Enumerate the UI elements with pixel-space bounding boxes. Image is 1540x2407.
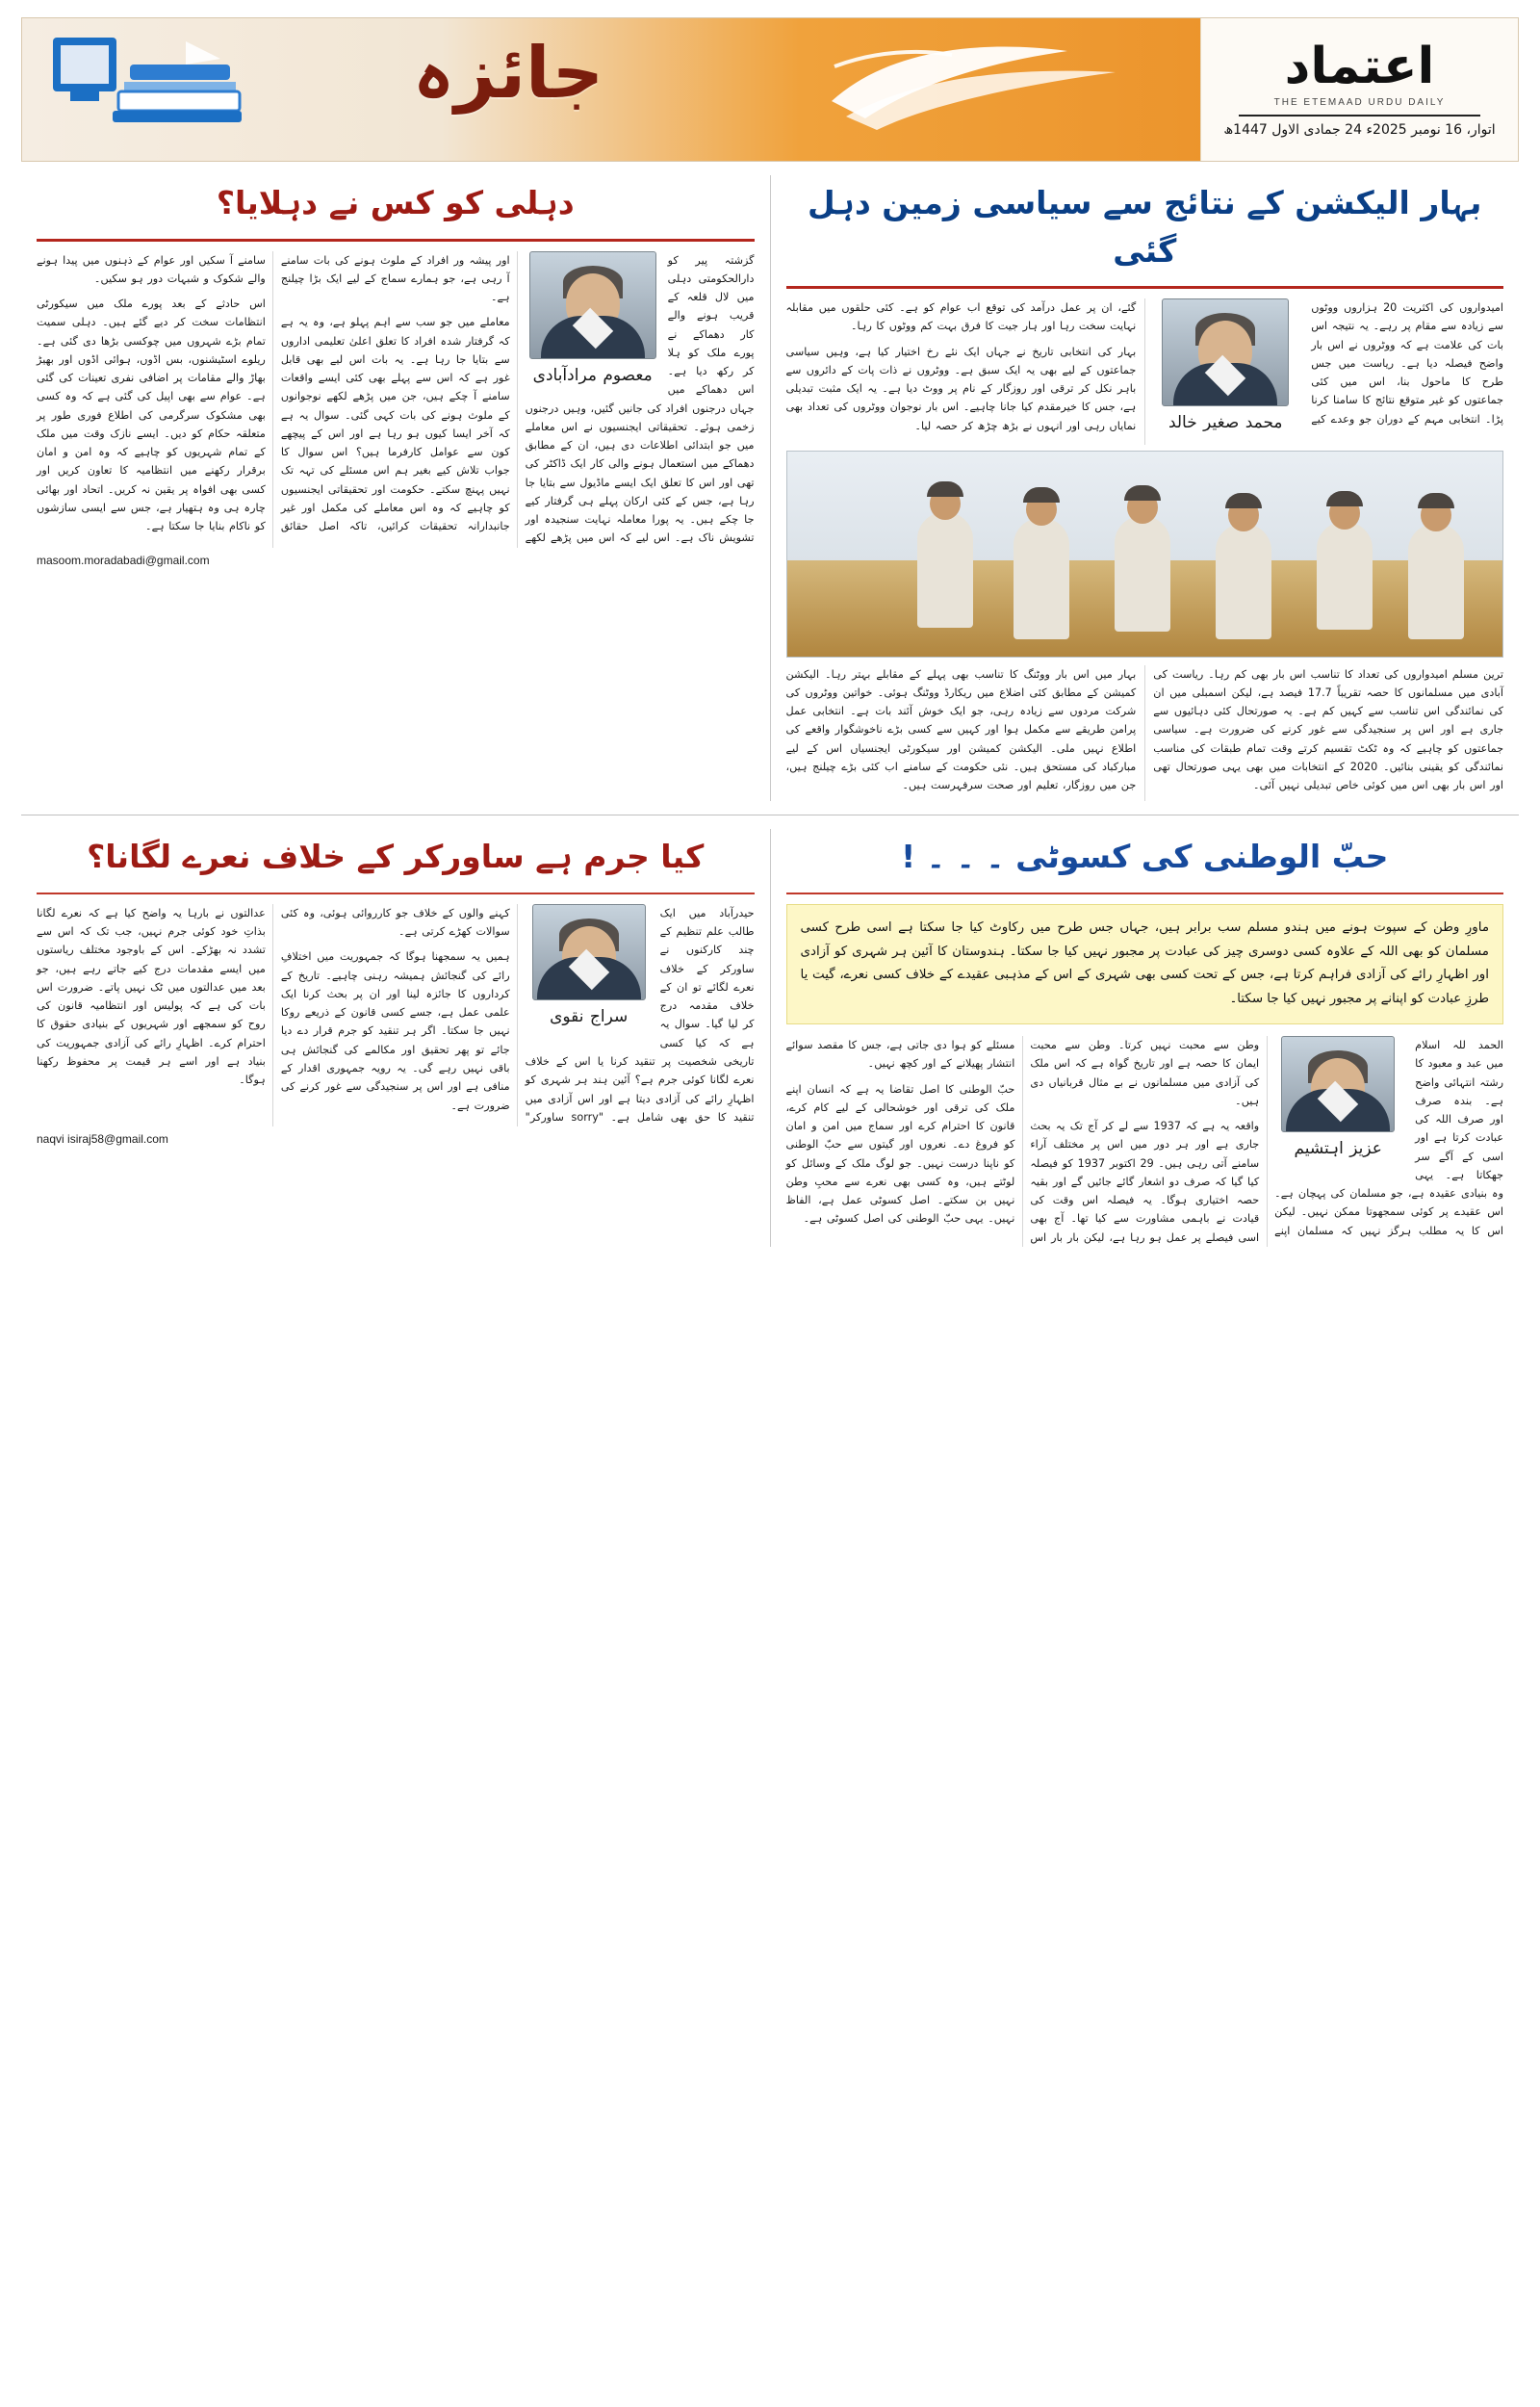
masthead-banner	[263, 18, 1200, 161]
divider	[37, 893, 755, 894]
divider	[37, 239, 755, 242]
author-name: محمد صغیر خالد	[1168, 413, 1283, 432]
author-photo	[532, 904, 646, 1000]
author-photo	[1281, 1036, 1395, 1132]
page-title: دہلی کو کس نے دہلایا؟	[216, 184, 575, 221]
page-title: کیا جرم ہے ساورکر کے خلاف نعرے لگانا؟	[87, 838, 705, 876]
article-bihar-body-top	[786, 298, 1504, 445]
masthead-brand	[1200, 18, 1518, 161]
article-savarkar	[21, 829, 770, 1247]
article-patriotism	[771, 829, 1520, 1247]
byline-delhi	[526, 251, 660, 388]
page-title: بہار الیکشن کے نتائج سے سیاسی زمین دہل گئی	[808, 184, 1482, 270]
swoosh-icon	[827, 34, 1144, 140]
divider	[786, 286, 1504, 289]
paragraph: بہار میں اس بار ووٹنگ کا تناسب بھی پہلے کے مقابلے بہتر رہا۔ الیکشن کمیشن کے مطابق کئی اضلاع میں ریکارڈ ووٹنگ ہوئی۔ خواتین ووٹروں کی شرکت مردوں سے زیادہ رہی، جو ایک خوش آئند بات ہے۔ انتخابی عمل پرامن طریقے سے مکمل ہوا اور کہیں سے کسی بڑے ناخوشگوار واقعے کی اطلاع نہیں ملی۔ الیکشن کمیشن اور سیکورٹی ایجنسیاں اس کے لیے مبارکباد کی مستحق ہیں۔ نئی حکومت کے سامنے اب کئی بڑے چیلنج ہیں، جن میں روزگار، تعلیم اور صحت سرفہرست ہیں۔	[785, 667, 1137, 792]
author-email[interactable]: masoom.moradabadi@gmail.com	[37, 553, 210, 567]
paragraph: ترین مسلم امیدواروں کی تعداد کا تناسب اس بار بھی کم رہا۔ ریاست کی آبادی میں مسلمانوں کا حصہ تقریباً 17.7 فیصد ہے، لیکن اسمبلی میں ان کی نمائندگی اس تناسب سے کہیں کم ہے۔ یہ صورتحال کئی دہائیوں سے جاری ہے اور اس پر سنجیدگی سے غور کرنے کی ضرورت ہے۔ سیاسی جماعتوں کو چاہیے کہ وہ ٹکٹ تقسیم کرتے وقت تمام طبقات کی مناسب نمائندگی کو یقینی بنائیں۔ 2020 کے انتخابات میں بھی یہی صورتحال تھی اور اس بار بھی اس میں کوئی خاص تبدیلی نہیں آئی۔	[1153, 667, 1503, 792]
paragraph: حبّ الوطنی کا اصل تقاضا یہ ہے کہ انسان اپنے ملک کی ترقی اور خوشحالی کے لیے کام کرے، قانون کا احترام کرے اور سماج میں امن و امان کو فروغ دے۔ نعروں اور گیتوں سے حبّ الوطنی کو ناپنا درست نہیں۔ جو لوگ ملک کے وسائل کو لوٹتے ہیں، وہ کسی بھی نعرے سے محبِ وطن نہیں بن سکتے۔ اصل کسوٹی عمل ہے، الفاظ نہیں۔ یہی حبّ الوطنی کی اصل کسوٹی ہے۔	[785, 1082, 1015, 1226]
paragraph: اس حادثے کے بعد پورے ملک میں سیکورٹی انتظامات سخت کر دیے گئے ہیں۔ دہلی سمیت تمام بڑے شہروں میں چوکسی بڑھا دی گئی ہے۔ ریلوے اسٹیشنوں، بس اڈوں، ہوائی اڈوں اور بھیڑ بھاڑ والے مقامات پر اضافی نفری تعینات کی گئی ہے۔ عوام سے بھی اپیل کی گئی ہے کہ وہ کسی بھی مشکوک سرگرمی کی اطلاع فوری طور پر متعلقہ حکام کو دیں۔ ایسے نازک وقت میں ملک کے تمام شہریوں کو چاہیے کہ وہ امن و امان برقرار رکھنے میں انتظامیہ کا تعاون کریں اور کسی بھی افواہ پر یقین نہ کریں۔ اتحاد اور بھائی چارہ ہی وہ ہتھیار ہے، جس سے ایسی سازشوں کو ناکام بنایا جا سکتا ہے۔	[37, 298, 266, 533]
publication-subtitle: THE ETEMAAD URDU DAILY	[1273, 97, 1446, 108]
divider	[786, 893, 1504, 894]
paragraph: بہار کی انتخابی تاریخ نے جہاں ایک نئے رخ اختیار کیا ہے، وہیں سیاسی جماعتوں کے لیے بھی یہ ایک سبق ہے۔ ووٹروں نے ذات پات کے دائروں سے باہر نکل کر ترقی اور روزگار کے نام پر ووٹ دیا ہے۔ یہ ایک مثبت تبدیلی ہے، جس کا خیرمقدم کیا جانا چاہیے۔ اس بار نوجوان ووٹروں کی تعداد بھی نمایاں رہی اور انہوں نے بڑھ چڑھ کر حصہ لیا۔	[785, 345, 1137, 432]
article-delhi	[21, 175, 770, 801]
paragraph: واقعہ یہ ہے کہ 1937 سے لے کر آج تک یہ بحث جاری ہے اور ہر دور میں اس پر مختلف آراء سامنے آتی رہی ہیں۔ 29 اکتوبر 1937 کو فیصلہ کیا گیا کہ صرف دو اشعار گائے جائیں گے اور بقیہ حصہ اختیاری ہوگا۔ یہ فیصلہ اس وقت کی قیادت نے باہمی مشاورت سے کیا تھا۔ آج بھی اسی فیصلے پر عمل ہو رہا ہے، لیکن بار بار اس مسئلے کو ہوا دی جاتی ہے، جس کا مقصد سوائے انتشار پھیلانے کے اور کچھ نہیں۔	[785, 1039, 1260, 1244]
masthead	[21, 17, 1519, 162]
issue-date: اتوار، 16 نومبر 2025ء 24 جمادی الاول 1447ھ	[1223, 122, 1496, 138]
author-name: معصوم مرادآبادی	[532, 365, 653, 385]
byline-savarkar	[526, 904, 653, 1029]
article-kicker: ماورِ وطن کے سپوت ہونے میں ہندو مسلم سب برابر ہیں، جہاں جس طرح میں رکاوٹ کیا جا سکتا ہے اسی طرح کسی مسلمان کو بھی اللہ کے علاوہ کسی دوسری چیز کی عبادت پر مجبور نہیں کیا جا سکتا۔ ہندوستان کا آئین ہر شہری کو آزادی اور اظہارِ رائے کی آزادی فراہم کرتا ہے، جس کے تحت کسی بھی شہری کے اس کے مذہبی عقیدے کے خلاف کسی نعرے، گیت یا طرزِ عبادت کو اپنانے پر مجبور نہیں کیا جا سکتا۔	[786, 904, 1504, 1024]
scanner-icon	[41, 32, 244, 147]
byline-patriotism	[1274, 1036, 1401, 1161]
masthead-scanner-art	[22, 18, 263, 161]
paragraph: حیدرآباد میں ایک طالب علم تنظیم کے چند کارکنوں نے ساورکر کے خلاف نعرے لگائے تو ان کے خلاف مقدمہ درج کر لیا گیا۔ سوال یہ ہے کہ کیا کسی تاریخی شخصیت پر تنقید کرنا یا اس کے خلاف نعرے لگانا کوئی جرم ہے؟ آئین ہند ہر شہری کو اظہارِ رائے کی آزادی دیتا ہے اور اس آزادی میں تنقید کا حق بھی شامل ہے۔ "sorry ساورکر" کہنے والوں کے خلاف جو کارروائی ہوئی، وہ کئی سوالات کھڑے کرتی ہے۔	[280, 906, 755, 1124]
top-section	[21, 175, 1519, 801]
paragraph: ہمیں یہ سمجھنا ہوگا کہ جمہوریت میں اختلافِ رائے کی گنجائش ہمیشہ رہنی چاہیے۔ تاریخ کے کرداروں کا جائزہ لینا اور ان پر بحث کرنا ایک علمی عمل ہے، جسے کسی قانون کے ذریعے روکا نہیں جا سکتا۔ اگر ہر تنقید کو جرم قرار دے دیا جائے تو پھر تحقیق اور مکالمے کی گنجائش ہی باقی نہیں رہے گی۔ یہ رویہ جمہوری اقدار کے منافی ہے اور اس پر سنجیدگی سے غور کرنے کی ضرورت ہے۔	[280, 950, 510, 1112]
divider	[1239, 115, 1479, 116]
article-bihar-body-bottom	[786, 665, 1504, 802]
article-photo	[786, 451, 1504, 658]
author-photo	[529, 251, 656, 359]
paragraph: امیدواروں کی اکثریت 20 ہزاروں ووٹوں سے زیادہ سے مقام پر رہے۔ یہ نتیجہ اس بات کی علامت ہے کہ ووٹروں نے اس بار واضح فیصلہ دیا ہے۔ ریاست میں جس طرح کا ماحول بنا، اس میں کئی جماعتوں کو غیر متوقع نتائج کا سامنا کرنا پڑا۔ انتخابی مہم کے دوران جو وعدے کیے گئے، ان پر عمل درآمد کی توقع اب عوام کو ہے۔ کئی حلقوں میں مقابلہ نہایت سخت رہا اور ہار جیت کا فرق بہت کم ووٹوں کا رہا۔	[785, 301, 1503, 426]
paragraph: گزشتہ پیر کو دارالحکومتی دہلی میں لال قلعہ کے قریب ہونے والے کار دھماکے نے پورے ملک کو ہلا کر رکھ دیا ہے۔ اس دھماکے میں جہاں درجنوں افراد کی جانیں گئیں، وہیں درجنوں زخمی ہوئے۔ تحقیقاتی ایجنسیوں نے اس معاملے میں جو ابتدائی اطلاعات دی ہیں، ان کے مطابق دھماکے میں استعمال ہونے والی کار ایک ڈاکٹر کی تھی اور اس کا تعلق ایک ایسے ماڈیول سے بتایا جا رہا ہے، جس کے کئی ارکان پہلے ہی گرفتار کیے جا چکے ہیں۔ یہ پورا معاملہ نہایت سنجیدہ اور تشویش ناک ہے۔ اس لیے کہ اس میں پڑھے لکھے اور پیشہ ور افراد کے ملوث ہونے کی بات سامنے آ رہی ہے، جو ہمارے سماج کے لیے ایک بڑا چیلنج ہے۔	[280, 253, 755, 545]
article-savarkar-body	[37, 904, 755, 1126]
publication-logo: اعتماد	[1284, 38, 1435, 95]
bottom-section	[21, 829, 1519, 1247]
author-email[interactable]: naqvi isiraj58@gmail.com	[37, 1132, 168, 1147]
paragraph: معاملے میں جو سب سے اہم پہلو ہے، وہ یہ ہے کہ گرفتار شدہ افراد کا تعلق اعلیٰ تعلیمی اداروں سے بتایا جا رہا ہے۔ یہ بات اس لیے بھی قابل غور ہے کہ اس سے پہلے بھی کئی ایسے واقعات سامنے آ چکے ہیں، جن میں پڑھے لکھے نوجوانوں کے ملوث ہونے کی بات کہی گئی۔ سوال یہ ہے کہ آخر ایسا کیوں ہو رہا ہے اور اس کے پیچھے کون سے عوامل کارفرما ہیں؟ اس سوال کا جواب تلاش کیے بغیر ہم اس مسئلے کی تہہ تک نہیں پہنچ سکتے۔ حکومت اور تحقیقاتی ایجنسیوں کو چاہیے کہ وہ اس معاملے کی مکمل اور غیر جانبدارانہ تحقیقات کرائیں، تاکہ اصل حقائق سامنے آ سکیں اور عوام کے ذہنوں میں پیدا ہونے والے شکوک و شبہات دور ہو سکیں۔	[37, 253, 510, 533]
article-delhi-body	[37, 251, 755, 548]
article-patriotism-body	[786, 1036, 1504, 1247]
paragraph: عدالتوں نے بارہا یہ واضح کیا ہے کہ نعرے لگانا بذاتِ خود کوئی جرم نہیں، جب تک کہ اس سے تشدد نہ بھڑکے۔ اس کے باوجود مختلف ریاستوں میں ایسے مقدمات درج کیے جاتے رہے ہیں، جو بعد میں عدالتوں میں ٹک نہیں پاتے۔ ضرورت اس بات کی ہے کہ پولیس اور انتظامیہ قانون کی روح کو سمجھے اور شہریوں کے بنیادی حقوق کا احترام کرے۔ اظہارِ رائے کی آزادی جمہوریت کی بنیاد ہے اور اسے ہر قیمت پر محفوظ رکھنا ہوگا۔	[37, 906, 266, 1087]
article-bihar	[771, 175, 1520, 801]
column-divider	[770, 175, 771, 801]
byline-bihar	[1153, 298, 1297, 435]
author-photo	[1162, 298, 1289, 406]
column-divider	[770, 829, 771, 1247]
paragraph: الحمد للہ اسلام میں عبد و معبود کا رشتہ انتہائی واضح ہے۔ بندہ صرف اور صرف اللہ کی عبادت کرتا ہے اور اسی کے آگے سر جھکاتا ہے۔ یہی وہ بنیادی عقیدہ ہے، جو مسلمان کی پہچان ہے۔ اس عقیدے پر کوئی سمجھوتا ممکن نہیں۔ لیکن اس کا یہ مطلب ہرگز نہیں کہ مسلمان اپنے وطن سے محبت نہیں کرتا۔ وطن سے محبت ایمان کا حصہ ہے اور تاریخ گواہ ہے کہ اس ملک کی آزادی میں مسلمانوں نے بے مثال قربانیاں دی ہیں۔	[1030, 1039, 1503, 1237]
page-title: حبّ الوطنی کی کسوٹی ۔ ۔ ۔ !	[901, 838, 1389, 876]
author-name: عزیز اہتشیم	[1294, 1139, 1382, 1159]
author-name: سراج نقوی	[550, 1006, 629, 1026]
section-title: جائزہ	[412, 32, 604, 115]
